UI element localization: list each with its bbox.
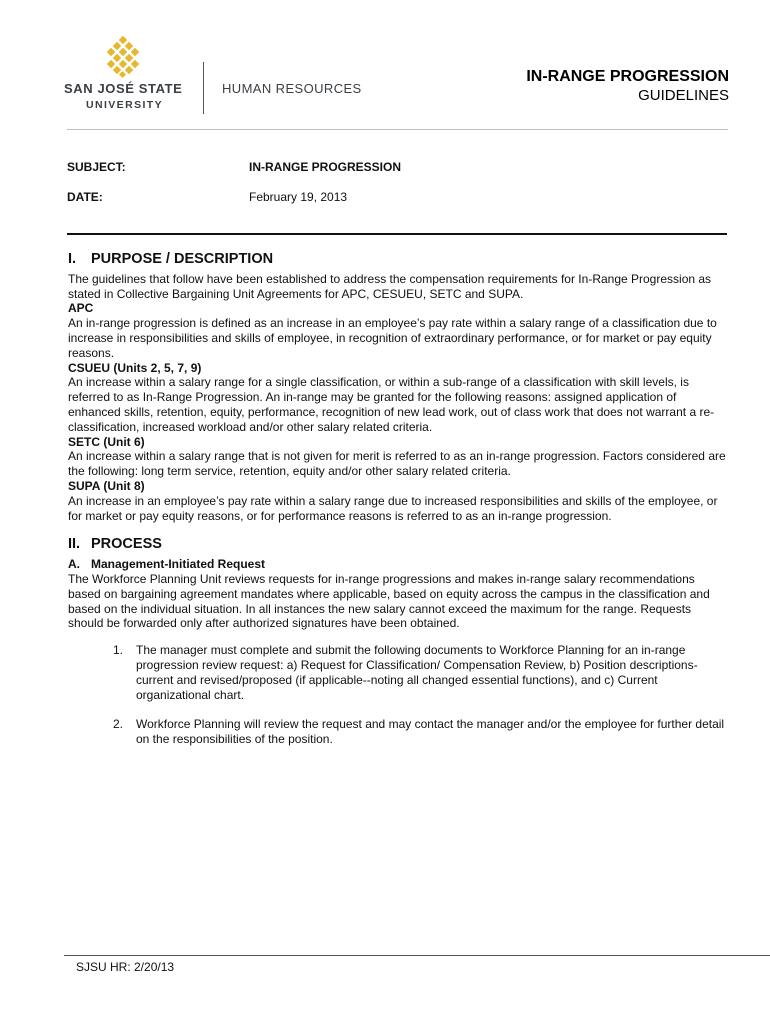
section-title: PURPOSE / DESCRIPTION bbox=[91, 251, 274, 267]
university-subname: UNIVERSITY bbox=[86, 99, 164, 111]
university-logo-icon bbox=[103, 36, 143, 78]
date-label: DATE: bbox=[67, 190, 103, 204]
date-value: February 19, 2013 bbox=[249, 190, 348, 204]
meta-rule bbox=[67, 233, 727, 235]
csueu-heading: CSUEU (Units 2, 5, 7, 9) bbox=[68, 360, 202, 375]
setc-text: An increase within a salary range that is not given for merit is referred to as an in-range progression. Factors considered are the following: long term service, retention, equity and/or other salary related criteria. bbox=[68, 449, 726, 479]
footer-rule bbox=[64, 955, 770, 956]
purpose-intro: The guidelines that follow have been established to address the compensation requirements for In-Range Progression as stated in Collective Bargaining Unit Agreements for APC, CESUEU, SETC and SUPA. bbox=[68, 271, 712, 301]
document-subtitle: GUIDELINES bbox=[638, 87, 729, 104]
setc-heading: SETC (Unit 6) bbox=[68, 434, 145, 449]
section-number: II. bbox=[68, 536, 81, 553]
subsection-letter: A. bbox=[68, 557, 80, 572]
header-divider bbox=[203, 62, 204, 114]
section-heading-process bbox=[68, 537, 728, 552]
section-number: I. bbox=[68, 251, 77, 267]
supa-heading: SUPA (Unit 8) bbox=[68, 478, 145, 493]
department-name: HUMAN RESOURCES bbox=[222, 81, 362, 96]
subsection-heading-a bbox=[68, 557, 728, 572]
step-number: 2. bbox=[113, 717, 124, 732]
section-heading-purpose bbox=[68, 252, 728, 267]
supa-text: An increase in an employee’s pay rate within a salary range due to increased responsibilities and skills of the employee, or for market or pay equity reasons, or for performance reasons is referred to as an in-range progression. bbox=[68, 493, 718, 523]
apc-text: An in-range progression is defined as an increase in an employee’s pay rate within a salary range of a classification due to increase in responsibilities and skills of employee, in recognition of extraordinary performance, or for market or pay equity reasons. bbox=[68, 316, 717, 360]
subsection-a-text: The Workforce Planning Unit reviews requests for in-range progressions and makes in-range salary recommendations based on bargaining agreement mandates where applicable, based on equity across the campus in the classification and based on the individual situation. In all instances the new salary cannot exceed the maximum for the range. Requests should be forwarded only after authorized signatures have been obtained. bbox=[68, 571, 710, 631]
step-number: 1. bbox=[113, 643, 124, 658]
list-item bbox=[113, 717, 728, 747]
document-title: IN-RANGE PROGRESSION bbox=[526, 68, 729, 85]
csueu-text: An increase within a salary range for a single classification, or within a sub-range of a classification with skill levels, is referred to as In-Range Progression. An in-range may be granted for the following reasons: assigned application of enhanced skills, retention, equity, performance, recognition of new lead work, out of class work that does not warrant a re-classification, increased workload and/or other salary related criteria. bbox=[68, 375, 715, 434]
section-title: PROCESS bbox=[91, 536, 162, 553]
header-rule bbox=[67, 129, 728, 130]
step-text: The manager must complete and submit the following documents to Workforce Planning for an in-range progression review request: a) Request for Classification/ Compensation Review, b) Position descriptions-current and revised/proposed (if applicable--noting all changed essential functions), and c) Current organizational chart. bbox=[136, 643, 698, 702]
university-name: SAN JOSÉ STATE bbox=[64, 81, 183, 96]
subject-value: IN-RANGE PROGRESSION bbox=[249, 160, 402, 174]
apc-heading: APC bbox=[68, 301, 94, 316]
list-item bbox=[113, 643, 728, 702]
subsection-title: Management-Initiated Request bbox=[91, 557, 266, 572]
process-steps-list bbox=[113, 643, 728, 747]
footer-text: SJSU HR: 2/20/13 bbox=[76, 960, 175, 974]
step-text: Workforce Planning will review the request and may contact the manager and/or the employee for further detail on the responsibilities of the position. bbox=[136, 717, 725, 747]
subject-label: SUBJECT: bbox=[67, 160, 126, 174]
document-body bbox=[68, 252, 728, 762]
